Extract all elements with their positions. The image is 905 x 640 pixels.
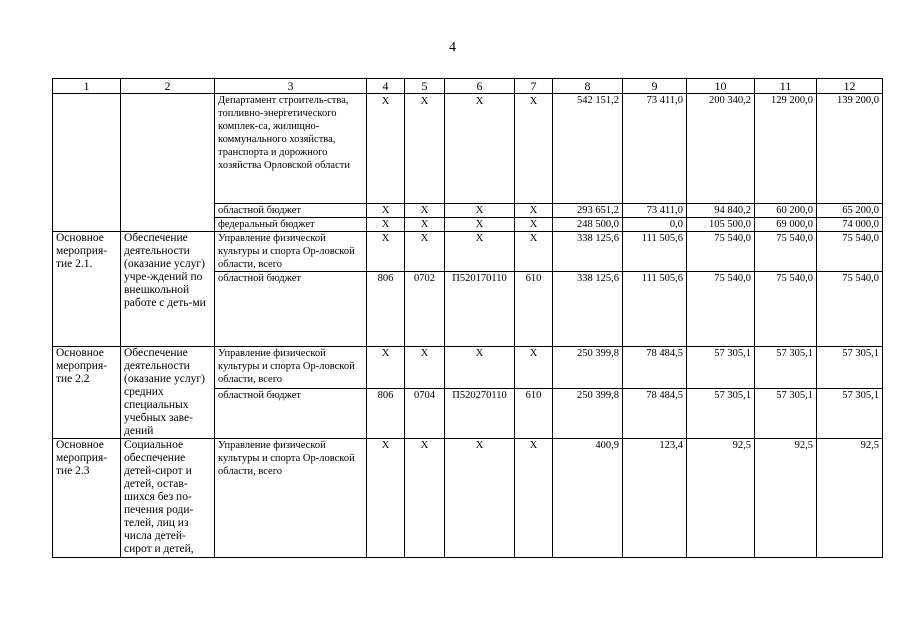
table-cell: X xyxy=(445,439,515,558)
measure-name: Основное мероприя-тие 2.3 xyxy=(53,439,121,558)
table-cell: X xyxy=(367,232,405,272)
table-cell: 338 125,6 xyxy=(553,232,623,272)
table-cell: 400,9 xyxy=(553,439,623,558)
column-header: 3 xyxy=(215,79,367,94)
column-header: 12 xyxy=(817,79,883,94)
column-header: 6 xyxy=(445,79,515,94)
column-header: 8 xyxy=(553,79,623,94)
table-cell: 139 200,0 xyxy=(817,94,883,204)
table-cell: 111 505,6 xyxy=(623,272,687,347)
table-cell: 57 305,1 xyxy=(755,347,817,389)
table-cell: 75 540,0 xyxy=(817,272,883,347)
table-cell: 75 540,0 xyxy=(755,232,817,272)
table-cell: областной бюджет xyxy=(215,272,367,347)
table-cell: областной бюджет xyxy=(215,204,367,218)
table-cell: 338 125,6 xyxy=(553,272,623,347)
table-cell: федеральный бюджет xyxy=(215,218,367,232)
table-row xyxy=(53,347,883,389)
table-cell: 806 xyxy=(367,272,405,347)
table-cell: X xyxy=(405,439,445,558)
table-cell: Управление физической культуры и спорта Ор-ловской области, всего xyxy=(215,232,367,272)
table-cell: X xyxy=(445,347,515,389)
column-header: 1 xyxy=(53,79,121,94)
table-cell: 75 540,0 xyxy=(755,272,817,347)
table-cell: 0,0 xyxy=(623,218,687,232)
table-cell: X xyxy=(515,204,553,218)
table-cell: 123,4 xyxy=(623,439,687,558)
table-cell: X xyxy=(515,94,553,204)
table-cell: X xyxy=(515,218,553,232)
measure-description: Обеспечение деятельности (оказание услуг) средних специальных учебных заве-дений xyxy=(121,347,215,439)
table-cell: X xyxy=(445,94,515,204)
table-cell: 250 399,8 xyxy=(553,347,623,389)
table-cell: 250 399,8 xyxy=(553,388,623,438)
table-cell: 248 500,0 xyxy=(553,218,623,232)
table-cell: 57 305,1 xyxy=(687,347,755,389)
table-cell: 0702 xyxy=(405,272,445,347)
table-cell: X xyxy=(367,94,405,204)
table-cell: 293 651,2 xyxy=(553,204,623,218)
column-header: 2 xyxy=(121,79,215,94)
table-cell: 0704 xyxy=(405,388,445,438)
measure-description: Обеспечение деятельности (оказание услуг) учре-ждений по внешкольной работе с деть-ми xyxy=(121,232,215,347)
column-header: 5 xyxy=(405,79,445,94)
measure-name: Основное мероприя-тие 2.2 xyxy=(53,347,121,439)
page-number: 4 xyxy=(449,40,456,55)
table-cell: 105 500,0 xyxy=(687,218,755,232)
table-cell: 74 000,0 xyxy=(817,218,883,232)
table-row xyxy=(53,94,883,204)
table-row xyxy=(53,439,883,558)
table-cell: 57 305,1 xyxy=(817,388,883,438)
table-cell: X xyxy=(367,204,405,218)
column-header: 10 xyxy=(687,79,755,94)
table-cell: 75 540,0 xyxy=(687,232,755,272)
table-cell: 806 xyxy=(367,388,405,438)
table-cell: 60 200,0 xyxy=(755,204,817,218)
table-cell: 610 xyxy=(515,388,553,438)
column-header: 11 xyxy=(755,79,817,94)
table-cell: 78 484,5 xyxy=(623,388,687,438)
table-cell: X xyxy=(405,232,445,272)
table-cell: П520270110 xyxy=(445,388,515,438)
table-cell: 111 505,6 xyxy=(623,232,687,272)
table-row xyxy=(53,232,883,272)
measure-name: Основное мероприя-тие 2.1. xyxy=(53,232,121,347)
table-cell xyxy=(53,94,121,232)
table-cell: 65 200,0 xyxy=(817,204,883,218)
table-cell: 92,5 xyxy=(817,439,883,558)
table-cell: 92,5 xyxy=(755,439,817,558)
table-cell: 129 200,0 xyxy=(755,94,817,204)
table-cell: 542 151,2 xyxy=(553,94,623,204)
table-cell: 73 411,0 xyxy=(623,204,687,218)
table-cell: X xyxy=(445,204,515,218)
table-cell: 57 305,1 xyxy=(687,388,755,438)
table-cell: 94 840,2 xyxy=(687,204,755,218)
table-cell: 75 540,0 xyxy=(817,232,883,272)
table-cell: X xyxy=(515,439,553,558)
table-cell: X xyxy=(445,218,515,232)
table-cell: X xyxy=(445,232,515,272)
table-cell: X xyxy=(367,439,405,558)
table-cell: областной бюджет xyxy=(215,388,367,438)
budget-table xyxy=(52,78,883,558)
table-cell: Департамент строитель-ства, топливно-энергетического комплек-са, жилищно-коммунального хозяйства, транспорта и дорожного хозяйства Орловской области xyxy=(215,94,367,204)
table-cell: 73 411,0 xyxy=(623,94,687,204)
table-cell: Управление физической культуры и спорта Ор-ловской области, всего xyxy=(215,347,367,389)
table-cell: X xyxy=(367,347,405,389)
header-row xyxy=(53,79,883,94)
column-header: 9 xyxy=(623,79,687,94)
table-cell: X xyxy=(515,232,553,272)
table-cell: X xyxy=(405,94,445,204)
table-cell: 57 305,1 xyxy=(755,388,817,438)
table-cell: X xyxy=(405,347,445,389)
table-cell: 92,5 xyxy=(687,439,755,558)
table-cell: X xyxy=(405,204,445,218)
table-cell: 57 305,1 xyxy=(817,347,883,389)
table-cell: Управление физической культуры и спорта Ор-ловской области, всего xyxy=(215,439,367,558)
table-cell: 200 340,2 xyxy=(687,94,755,204)
table-cell: 78 484,5 xyxy=(623,347,687,389)
table-cell: 75 540,0 xyxy=(687,272,755,347)
table-cell: X xyxy=(515,347,553,389)
table-cell: П520170110 xyxy=(445,272,515,347)
table-cell xyxy=(121,94,215,232)
table-cell: 69 000,0 xyxy=(755,218,817,232)
measure-description: Социальное обеспечение детей-сирот и детей, остав-шихся без по-печения роди-телей, лиц из числа детей-сирот и детей, xyxy=(121,439,215,558)
column-header: 4 xyxy=(367,79,405,94)
column-header: 7 xyxy=(515,79,553,94)
table-cell: 610 xyxy=(515,272,553,347)
table-cell: X xyxy=(405,218,445,232)
table-cell: X xyxy=(367,218,405,232)
